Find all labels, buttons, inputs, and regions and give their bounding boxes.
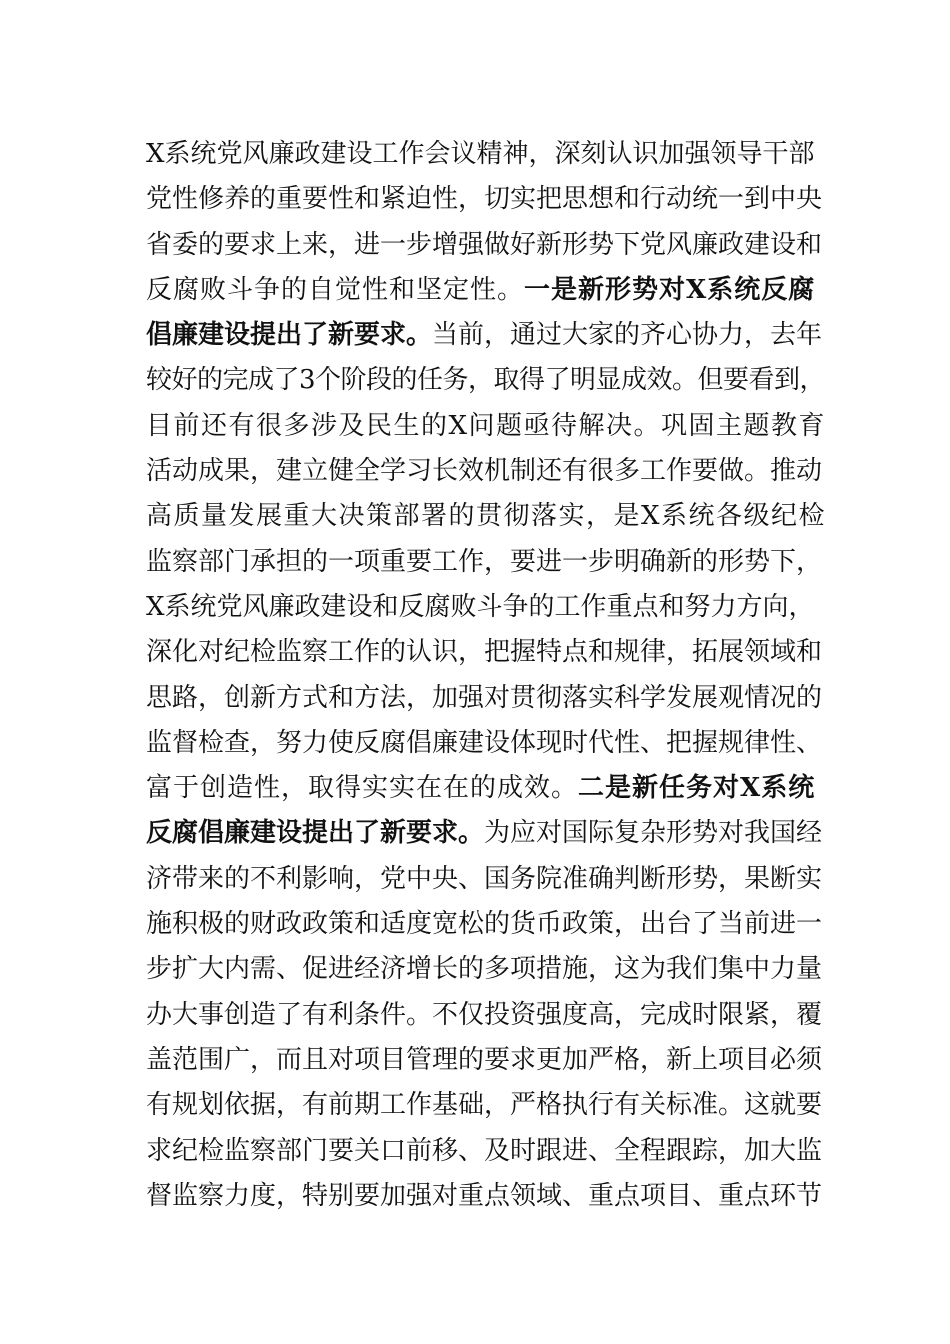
text-line xyxy=(146,268,826,313)
body-text-segment: 活动成果，建立健全学习长效机制还有很多工作要做。推动 xyxy=(146,456,823,487)
text-line xyxy=(146,132,826,177)
text-line xyxy=(146,449,826,494)
text-line xyxy=(146,358,826,403)
body-text-segment: 目前还有很多涉及民生的X问题亟待解决。巩固主题教育 xyxy=(146,410,827,441)
body-text-segment: 省委的要求上来，进一步增强做好新形势下党风廉政建设和 xyxy=(146,229,823,260)
text-line xyxy=(146,1038,826,1083)
body-text-segment: 富于创造性，取得实实在在的成效。 xyxy=(146,773,579,804)
text-line xyxy=(146,721,826,766)
text-line xyxy=(146,494,826,539)
bold-heading-text: 二是新任务对X系统 xyxy=(578,773,816,804)
body-text-segment: 为应对国际复杂形势对我国经 xyxy=(484,818,823,849)
body-text xyxy=(146,132,826,1219)
text-line xyxy=(146,766,826,811)
text-line xyxy=(146,313,826,358)
text-line xyxy=(146,857,826,902)
body-text-segment: 济带来的不利影响，党中央、国务院准确判断形势，果断实 xyxy=(146,863,823,894)
body-text-segment: 思路，创新方式和方法，加强对贯彻落实科学发展观情况的 xyxy=(146,682,823,713)
body-text-segment: 步扩大内需、促进经济增长的多项措施，这为我们集中力量 xyxy=(146,954,823,985)
text-line xyxy=(146,630,826,675)
body-text-segment: 监察部门承担的一项重要工作，要进一步明确新的形势下， xyxy=(146,546,823,577)
text-line xyxy=(146,811,826,856)
body-text-segment: 高质量发展重大决策部署的贯彻落实，是X系统各级纪检 xyxy=(146,501,827,532)
body-text-segment: X系统党风廉政建设工作会议精神，深刻认识加强领导干部 xyxy=(146,139,815,169)
text-line xyxy=(146,585,826,630)
bold-heading-text: 倡廉建设提出了新要求。 xyxy=(146,320,433,351)
body-text-segment: 监督检查，努力使反腐倡廉建设体现时代性、把握规律性、 xyxy=(146,727,823,758)
body-text-segment: X系统党风廉政建设和反腐败斗争的工作重点和努力方向， xyxy=(146,591,815,622)
body-text-segment: 盖范围广，而且对项目管理的要求更加严格，新上项目必须 xyxy=(146,1044,823,1075)
body-text-segment: 深化对纪检监察工作的认识，把握特点和规律，拓展领域和 xyxy=(146,637,823,668)
body-text-segment: 反腐败斗争的自觉性和坚定性。 xyxy=(146,274,525,305)
body-text-segment: 党性修养的重要性和紧迫性，切实把思想和行动统一到中央 xyxy=(146,184,823,215)
text-line xyxy=(146,993,826,1038)
text-line xyxy=(146,902,826,947)
text-line xyxy=(146,1129,826,1174)
body-text-segment: 办大事创造了有利条件。不仅投资强度高，完成时限紧，覆 xyxy=(146,999,823,1030)
text-line xyxy=(146,1083,826,1128)
text-line xyxy=(146,404,826,449)
text-line xyxy=(146,1174,826,1219)
body-text-segment: 施积极的财政政策和适度宽松的货币政策，出台了当前进一 xyxy=(146,909,823,940)
body-text-segment: 较好的完成了3个阶段的任务，取得了明显成效。但要看到， xyxy=(146,365,826,396)
bold-heading-text: 反腐倡廉建设提出了新要求。 xyxy=(146,818,485,849)
bold-heading-text: 一是新形势对X系统反腐 xyxy=(524,274,816,305)
text-line xyxy=(146,223,826,268)
body-text-segment: 求纪检监察部门要关口前移、及时跟进、全程跟踪，加大监 xyxy=(146,1135,823,1166)
text-line xyxy=(146,676,826,721)
text-line xyxy=(146,177,826,222)
text-line xyxy=(146,540,826,585)
text-line xyxy=(146,947,826,992)
body-text-segment: 有规划依据，有前期工作基础，严格执行有关标准。这就要 xyxy=(146,1090,823,1121)
body-text-segment: 当前，通过大家的齐心协力，去年 xyxy=(432,320,823,351)
body-text-segment: 督监察力度，特别要加强对重点领域、重点项目、重点环节 xyxy=(146,1180,823,1211)
